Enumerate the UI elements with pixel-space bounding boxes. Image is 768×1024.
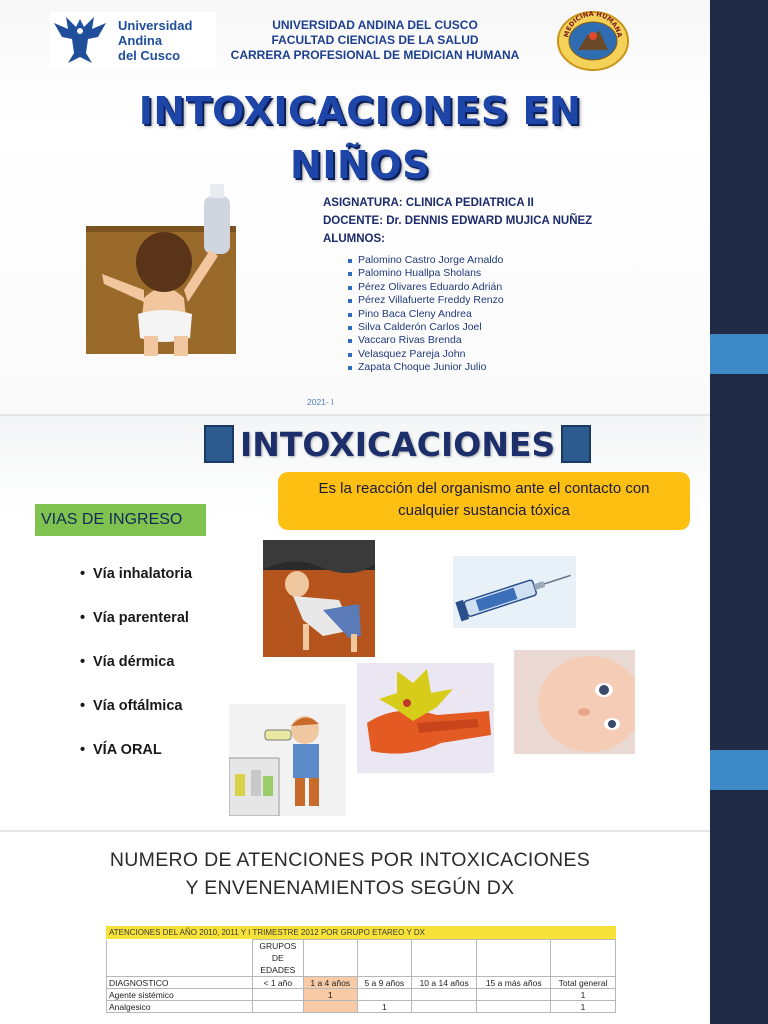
slide-title [0,0,710,414]
inhalation-image [263,540,375,657]
slide-statistics [0,832,710,1024]
condor-icon [50,13,110,67]
slide2-heading [204,422,591,466]
student-list [348,254,504,375]
title-square-left [204,425,234,463]
title-line1: INTOXICACIONES EN [138,89,582,133]
definition-box [278,472,690,530]
institution-header [220,18,530,63]
alumnos-label: ALUMNOS: [323,233,385,245]
groups-header: GRUPOS DE EDADES [253,940,304,977]
column-header: 10 a 14 años [411,977,477,989]
university-name-line2: Andina [118,32,163,48]
sidebar-accent-2 [710,750,768,790]
list-item: • Vía parenteral [80,610,192,654]
statistics-title [60,846,640,902]
baby-eye-image [514,650,635,754]
list-item: • Vía inhalatoria [80,566,192,610]
right-sidebar-bar [710,0,768,1024]
list-item: Palomino Castro Jorge Arnaldo [348,254,504,267]
list-item: Vaccaro Rivas Brenda [348,334,504,347]
asignatura-text: ASIGNATURA: CLINICA PEDIATRICA II [323,197,534,209]
presentation-title [80,84,640,192]
header-line3: CARRERA PROFESIONAL DE MEDICIAN HUMANA [230,48,520,62]
skin-exposure-image [357,663,494,773]
column-header: 1 a 4 años [303,977,357,989]
list-item: • Vía oftálmica [80,698,192,742]
title-line2: NIÑOS [290,143,430,187]
university-logo [50,12,216,68]
child-drinking-image [229,704,346,816]
column-header: < 1 año [253,977,304,989]
definition-line2: cualquier sustancia tóxica [398,502,570,519]
list-item: Pérez Villafuerte Freddy Renzo [348,294,504,307]
statistics-title-line1: NUMERO DE ATENCIONES POR INTOXICACIONES [109,849,591,871]
table-row: Analgesico 1 1 [107,1001,616,1013]
sidebar-accent-1 [710,334,768,374]
slide2-title: INTOXICACIONES [240,424,556,464]
list-item: • VÍA ORAL [80,742,192,786]
list-item: Velasquez Pareja John [348,348,504,361]
list-item: Silva Calderón Carlos Joel [348,321,504,334]
university-name-line3: del Cusco [118,47,181,63]
column-header: 5 a 9 años [357,977,411,989]
header-line1: UNIVERSIDAD ANDINA DEL CUSCO [272,18,478,32]
toddler-illustration [84,178,254,370]
title-square-right [561,425,591,463]
routes-list [80,566,192,786]
list-item: Pino Baca Cleny Andrea [348,308,504,321]
syringe-image [453,556,576,628]
statistics-title-line2: Y ENVENENAMIENTOS SEGÚN DX [185,877,515,899]
list-item: Zapata Choque Junior Julio [348,361,504,374]
header-line2: FACULTAD CIENCIAS DE LA SALUD [271,33,479,47]
university-name-line1: Universidad [118,17,193,33]
academic-year: 2021- I [307,397,334,407]
table-caption: ATENCIONES DEL AÑO 2010, 2011 Y I TRIMESTRE 2012 POR GRUPO ETAREO Y DX [106,926,616,939]
column-header: Total general [551,977,616,989]
slide-intoxicaciones [0,416,710,830]
list-item: Palomino Huallpa Sholans [348,267,504,280]
seal-text: MEDICINA HUMANA [562,10,624,39]
statistics-table [106,926,616,1013]
course-info [323,194,592,248]
docente-text: DOCENTE: Dr. DENNIS EDWARD MUJICA NUÑEZ [323,215,593,227]
column-header: 15 a más años [477,977,551,989]
medicina-humana-seal [556,10,630,72]
list-item: Pérez Olivares Eduardo Adrián [348,281,504,294]
table-row: Agente sistémico 1 1 [107,989,616,1001]
diagnostico-header: DIAGNOSTICO [107,977,253,989]
list-item: • Vía dérmica [80,654,192,698]
table-header-row [107,977,616,989]
definition-line1: Es la reacción del organismo ante el contacto con [318,480,650,497]
vias-de-ingreso-label: VIAS DE INGRESO [35,504,206,536]
